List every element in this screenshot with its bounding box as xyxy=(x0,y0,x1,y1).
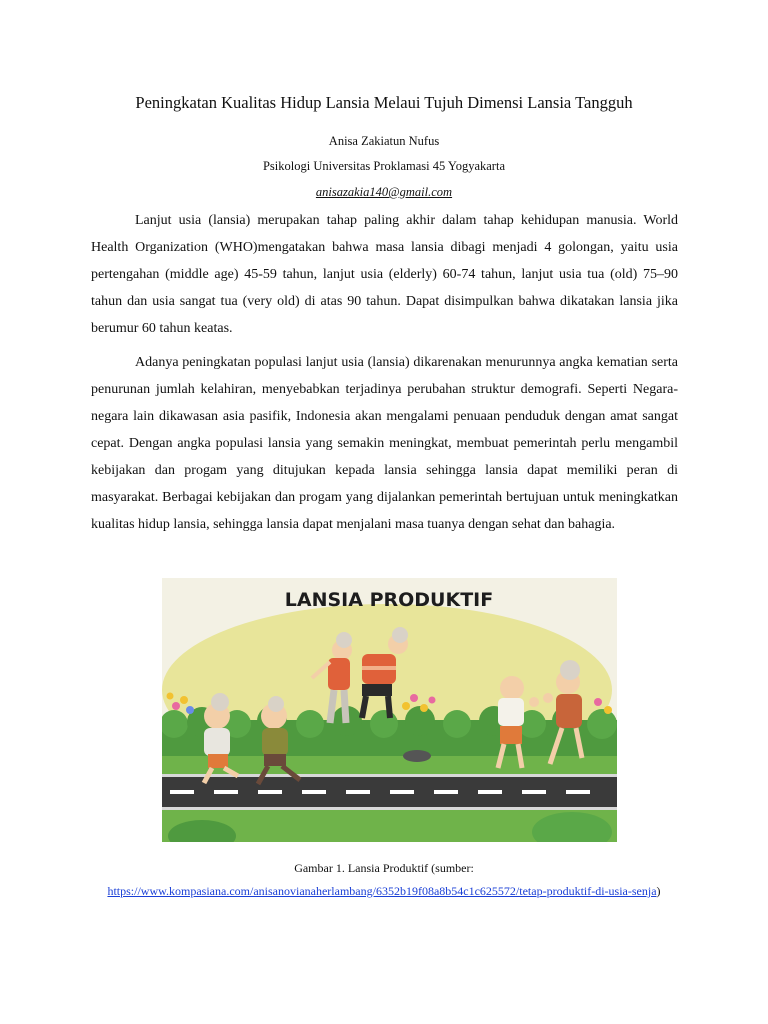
figure-caption: Gambar 1. Lansia Produktif (sumber: xyxy=(294,861,474,875)
road xyxy=(162,774,617,810)
paragraph-1 xyxy=(91,207,678,342)
source-close-paren: ) xyxy=(656,884,661,898)
figure-image-title: LANSIA PRODUKTIF xyxy=(284,589,494,611)
figure-illustration xyxy=(162,578,617,842)
rock xyxy=(403,750,431,762)
author-email-text[interactable]: anisazakia140@gmail.com xyxy=(315,185,453,199)
author-name: Anisa Zakiatun Nufus xyxy=(328,134,440,148)
paragraph-1-text: Lanjut usia (lansia) merupakan tahap paling akhir dalam tahap kehidupan manusia. World Health Organization (WHO)mengatakan bahwa masa lansia dibagi menjadi 4 golongan, yaitu usia pertengahan (middle age) 45-59 tahun, lanjut usia (elderly) 60-74 tahun, lanjut usia tua (old) 75–90 tahun dan usia sangat tua (very old) di atas 90 tahun. Dapat disimpulkan bahwa dikatakan lansia jika berumur 60 tahun keatas. xyxy=(91,213,678,336)
figure-source xyxy=(0,884,768,899)
document-title: Peningkatan Kualitas Hidup Lansia Melaui Tujuh Dimensi Lansia Tangguh xyxy=(135,93,633,112)
author-email[interactable] xyxy=(0,185,768,200)
figure-lansia-produktif xyxy=(162,578,617,842)
paragraph-2-text: Adanya peningkatan populasi lanjut usia (lansia) dikarenakan menurunnya angka kematian serta penurunan jumlah kelahiran, menyebabkan terjadinya perubahan struktur demografi. Seperti Negara-negara lain dikawasan asia pasifik, Indonesia akan mengalami penuaan penduduk dengan amat sangat cepat. Dengan angka populasi lansia yang semakin meningkat, membuat pemerintah perlu mengambil kebijakan dan progam yang ditujukan kepada lansia sehingga lansia dapat memiliki peran di masyarakat. Berbagai kebijakan dan progam yang dijalankan pemerintah bertujuan untuk meningkatkan kualitas hidup lansia, sehingga lansia dapat menjalani masa tuanya dengan sehat dan bahagia. xyxy=(91,355,678,532)
author-affiliation: Psikologi Universitas Proklamasi 45 Yogyakarta xyxy=(262,159,505,173)
paragraph-2 xyxy=(91,349,678,538)
source-link[interactable]: https://www.kompasiana.com/anisanovianaherlambang/6352b19f08a8b54c1c625572/tetap-produktif-di-usia-senja xyxy=(107,884,657,898)
